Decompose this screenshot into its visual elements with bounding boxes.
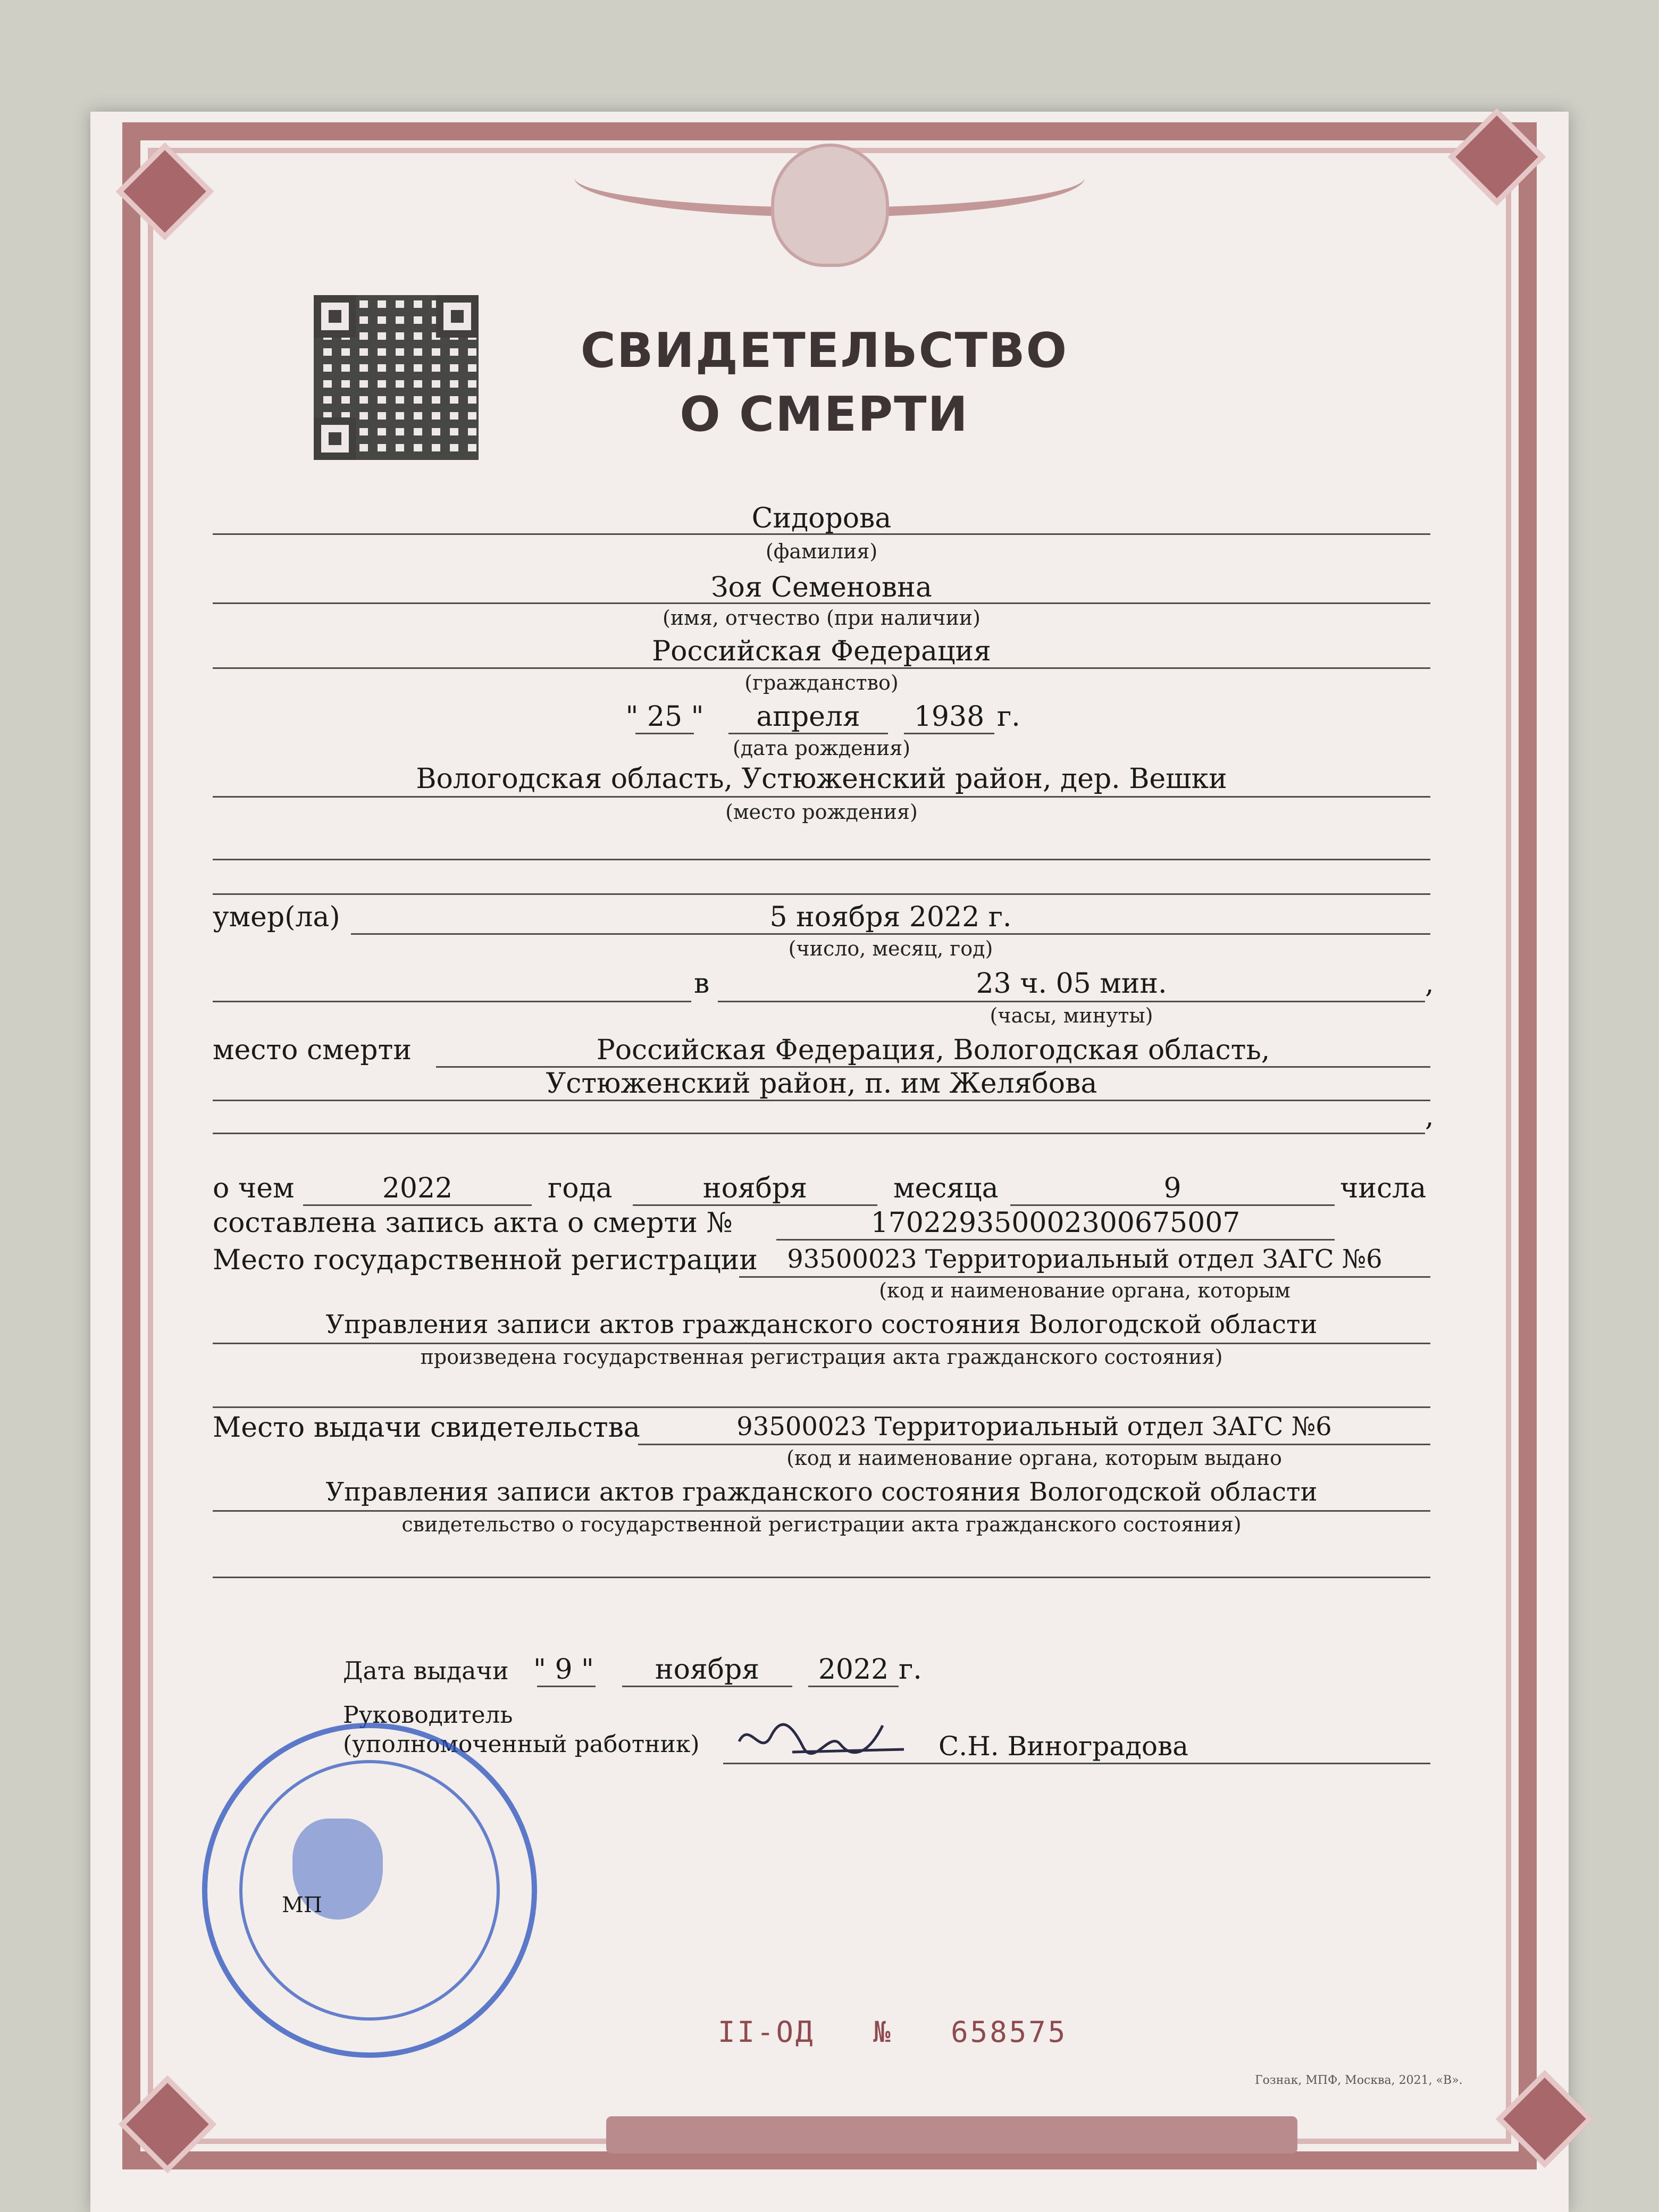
official-seal <box>202 1723 537 2058</box>
head-signature-line <box>723 1763 1430 1764</box>
issue-date-label: Дата выдачи <box>343 1656 509 1685</box>
surname-caption: (фамилия) <box>765 540 878 563</box>
blank-line <box>213 1577 1430 1578</box>
birth-place-caption: (место рождения) <box>725 800 918 824</box>
issue-day-value: " 9 " <box>533 1654 594 1686</box>
registration-office-line <box>739 1276 1430 1278</box>
head-name-value: С.Н. Виноградова <box>939 1731 1188 1762</box>
coat-of-arms-icon <box>771 144 889 267</box>
birth-day-line <box>635 733 694 734</box>
citizenship-line <box>213 667 1430 669</box>
death-place-label: место смерти <box>213 1034 412 1066</box>
record-number-line <box>776 1239 1335 1241</box>
head-label-2: (уполномоченный работник) <box>343 1731 700 1758</box>
issue-day-line <box>537 1686 596 1687</box>
issue-month-line <box>622 1686 792 1687</box>
issue-month-value: ноября <box>655 1654 760 1686</box>
birth-date-caption: (дата рождения) <box>732 736 911 760</box>
registration-caption-2: произведена государственная регистрация акта гражданского состояния) <box>420 1345 1223 1369</box>
given-names-caption: (имя, отчество (при наличии) <box>663 606 981 630</box>
death-time-comma: , <box>1425 968 1434 1000</box>
day-word: числа <box>1340 1172 1427 1204</box>
record-number-value: 170229350002300675007 <box>870 1207 1241 1239</box>
record-about-label: о чем <box>213 1172 295 1204</box>
record-month-line <box>633 1204 877 1206</box>
birth-place-line <box>213 796 1430 798</box>
died-label: умер(ла) <box>213 901 340 933</box>
death-place-line2-value: Устюженский район, п. им Желябова <box>546 1068 1097 1100</box>
head-label-1: Руководитель <box>343 1702 513 1729</box>
birth-month-value: апреля <box>756 701 860 733</box>
in-label: в <box>694 968 710 1000</box>
registration-caption-1: (код и наименование органа, которым <box>879 1279 1291 1302</box>
registration-authority-line <box>213 1343 1430 1344</box>
birth-day-value: " 25 " <box>625 701 704 733</box>
month-word: месяца <box>893 1172 999 1204</box>
death-time-line <box>718 1001 1425 1002</box>
birth-year-value: 1938 <box>914 701 985 733</box>
record-year-value: 2022 <box>382 1172 453 1204</box>
serial-number <box>718 2015 1067 2049</box>
death-date-caption: (число, месяц, год) <box>788 937 993 960</box>
record-day-line <box>1010 1204 1335 1206</box>
death-place-line3 <box>213 1133 1425 1134</box>
qr-code <box>314 295 479 460</box>
issue-authority-line <box>213 1510 1430 1512</box>
birth-month-line <box>728 733 888 734</box>
mp-label: МП <box>282 1893 322 1917</box>
serial-value: 658575 <box>951 2015 1068 2049</box>
year-word: года <box>548 1172 613 1204</box>
issue-office-value: 93500023 Территориальный отдел ЗАГС №6 <box>736 1412 1332 1442</box>
issue-place-label: Место выдачи свидетельства <box>213 1412 640 1444</box>
watermark <box>479 851 1250 1149</box>
registration-authority-value: Управления записи актов гражданского состояния Вологодской области <box>325 1310 1318 1339</box>
record-number-label: составлена запись акта о смерти № <box>213 1207 733 1239</box>
death-place-comma: , <box>1425 1101 1434 1133</box>
issue-year-line <box>808 1686 899 1687</box>
registration-place-label: Место государственной регистрации <box>213 1244 758 1276</box>
serial-series: II-ОД <box>718 2015 815 2049</box>
printer-note: Гознак, МПФ, Москва, 2021, «В». <box>1255 2074 1463 2087</box>
issue-year-value: 2022 <box>818 1654 889 1686</box>
death-place-line1-value: Российская Федерация, Вологодская область, <box>596 1034 1270 1066</box>
issue-caption-2: свидетельство о государственной регистрации акта гражданского состояния) <box>401 1513 1242 1536</box>
signature-icon <box>728 1710 909 1768</box>
given-names-line <box>213 602 1430 604</box>
death-date-line <box>351 933 1430 935</box>
issue-office-line <box>638 1444 1430 1445</box>
birth-year-line <box>904 733 994 734</box>
death-time-leading-line <box>213 1001 691 1002</box>
death-date-value: 5 ноября 2022 г. <box>769 901 1012 933</box>
citizenship-caption: (гражданство) <box>744 671 899 694</box>
issue-year-suffix: г. <box>899 1654 922 1686</box>
birth-year-suffix: г. <box>997 701 1020 733</box>
issue-caption-1: (код и наименование органа, которым выдано <box>786 1446 1282 1470</box>
death-place-line2 <box>213 1100 1430 1101</box>
title-line-1: СВИДЕТЕЛЬСТВО <box>580 323 1068 379</box>
surname-line <box>213 533 1430 535</box>
birth-place-value: Вологодская область, Устюженский район, дер. Вешки <box>416 763 1227 795</box>
title-line-2: О СМЕРТИ <box>680 387 969 442</box>
serial-no-sign: № <box>873 2015 893 2049</box>
document-title <box>532 319 1117 447</box>
given-names-value: Зоя Семеновна <box>711 572 932 604</box>
issue-authority-value: Управления записи актов гражданского состояния Вологодской области <box>325 1477 1318 1507</box>
citizenship-value: Российская Федерация <box>652 635 991 667</box>
death-time-caption: (часы, минуты) <box>990 1004 1153 1027</box>
blank-line <box>213 859 1430 860</box>
blank-line <box>213 893 1430 895</box>
record-month-value: ноября <box>702 1172 808 1204</box>
record-year-line <box>303 1204 532 1206</box>
record-day-value: 9 <box>1163 1172 1182 1204</box>
bottom-ornament <box>606 2116 1297 2154</box>
death-time-value: 23 ч. 05 мин. <box>976 968 1167 1000</box>
surname-value: Сидорова <box>751 502 892 534</box>
registration-office-value: 93500023 Территориальный отдел ЗАГС №6 <box>787 1244 1382 1274</box>
blank-line <box>213 1406 1430 1408</box>
